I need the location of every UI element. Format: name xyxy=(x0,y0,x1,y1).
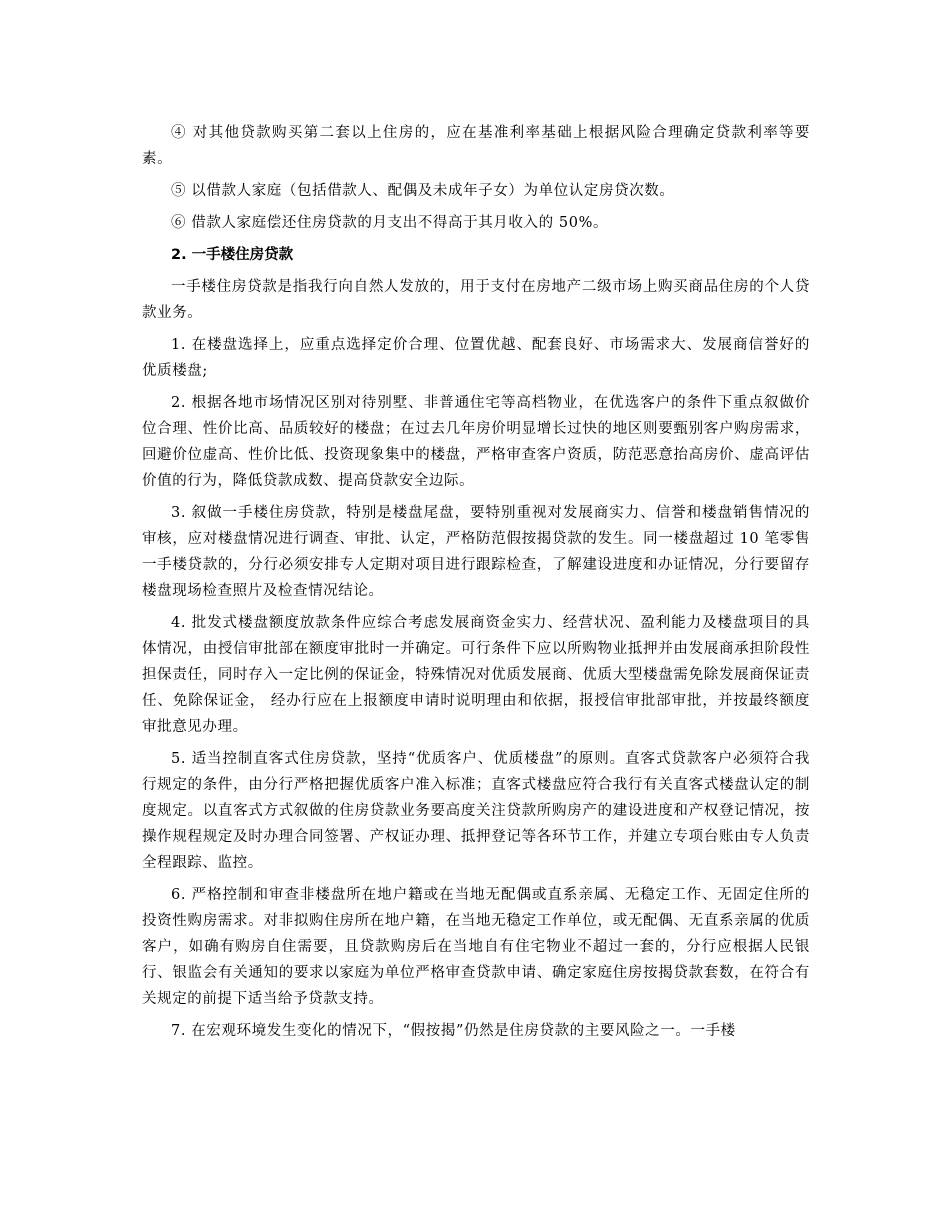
section-heading: 2. 一手楼住房贷款 xyxy=(171,247,294,263)
paragraph-point-4: 4. 批发式楼盘额度放款条件应综合考虑发展商资金实力、经营状况、盈利能力及楼盘项目的具体情况，由授信审批部在额度审批时一并确定。可行条件下应以所购物业抵押并由发展商承担阶段性担保责任，同时存入一定比例的保证金，特殊情况对优质发展商、优质大型楼盘需免除发展商保证责任、免除保证金， 经办行应在上报额度申请时说明理由和依据，报授信审批部审批，并按最终额度审批意见办理。 xyxy=(142,615,810,735)
paragraph-definition: 一手楼住房贷款是指我行向自然人发放的，用于支付在房地产二级市场上购买商品住房的个人贷款业务。 xyxy=(142,279,810,321)
paragraph-point-2: 2. 根据各地市场情况区别对待别墅、非普通住宅等高档物业，在优选客户的条件下重点叙做价位合理、性价比高、品质较好的楼盘；在过去几年房价明显增长过快的地区则要甄别客户购房需求，回避价位虚高、性价比低、投资现象集中的楼盘，严格审查客户资质，防范恶意抬高房价、虚高评估价值的行为，降低贷款成数、提高贷款安全边际。 xyxy=(142,395,810,489)
document-page xyxy=(142,120,810,1050)
paragraph-point-3: 3. 叙做一手楼住房贷款，特别是楼盘尾盘，要特别重视对发展商实力、信誉和楼盘销售情况的审核，应对楼盘情况进行调查、审批、认定，严格防范假按揭贷款的发生。同一楼盘超过 10 笔零售一手楼贷款的，分行必须安排专人定期对项目进行跟踪检查，了解建设进度和办证情况，分行要留存楼盘现场检查照片及检查情况结论。 xyxy=(142,505,810,599)
paragraph-rate-item-4: ④ 对其他贷款购买第二套以上住房的，应在基准利率基础上根据风险合理确定贷款利率等要素。 xyxy=(142,125,810,167)
paragraph-rate-item-6: ⑥ 借款人家庭偿还住房贷款的月支出不得高于其月收入的 50%。 xyxy=(171,215,609,231)
paragraph-point-1: 1. 在楼盘选择上，应重点选择定价合理、位置优越、配套良好、市场需求大、发展商信誉好的优质楼盘; xyxy=(142,337,810,379)
paragraph-rate-item-5: ⑤ 以借款人家庭（包括借款人、配偶及未成年子女）为单位认定房贷次数。 xyxy=(171,183,675,199)
paragraph-point-5: 5. 适当控制直客式住房贷款，坚持“优质客户、优质楼盘”的原则。直客式贷款客户必须符合我行规定的条件，由分行严格把握优质客户准入标准；直客式楼盘应符合我行有关直客式楼盘认定的制度规定。以直客式方式叙做的住房贷款业务要高度关注贷款所购房产的建设进度和产权登记情况，按操作规程规定及时办理合同签署、产权证办理、抵押登记等各环节工作，并建立专项台账由专人负责全程跟踪、监控。 xyxy=(142,751,810,871)
paragraph-point-7: 7. 在宏观环境发生变化的情况下，“假按揭”仍然是住房贷款的主要风险之一。一手楼 xyxy=(171,1023,736,1039)
paragraph-point-6: 6. 严格控制和审查非楼盘所在地户籍或在当地无配偶或直系亲属、无稳定工作、无固定住所的投资性购房需求。对非拟购住房所在地户籍，在当地无稳定工作单位，或无配偶、无直系亲属的优质客户，如确有购房自住需要，且贷款购房后在当地自有住宅物业不超过一套的，分行应根据人民银行、银监会有关通知的要求以家庭为单位严格审查贷款申请、确定家庭住房按揭贷款套数，在符合有关规定的前提下适当给予贷款支持。 xyxy=(142,887,810,1007)
